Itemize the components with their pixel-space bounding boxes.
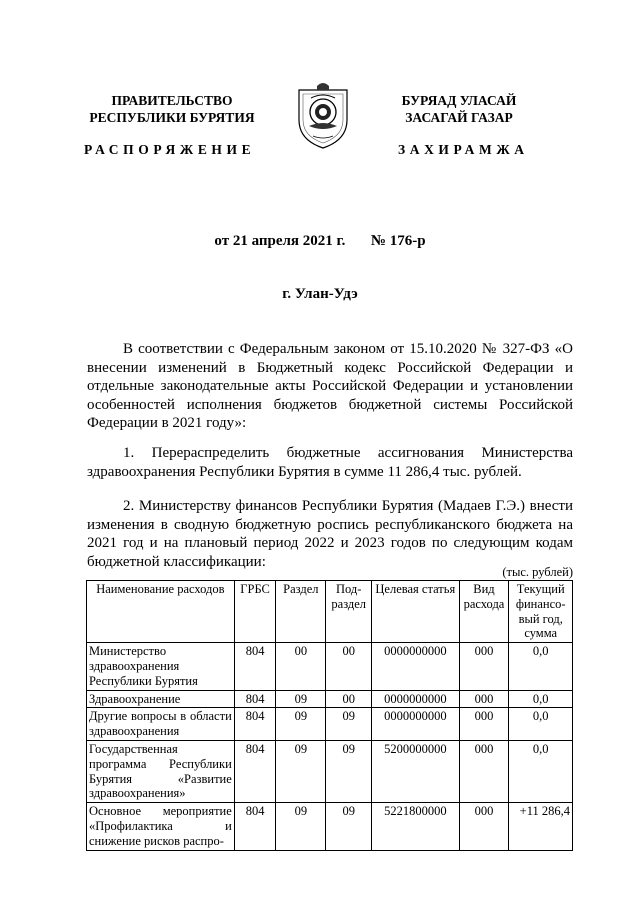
government-name-ru	[84, 92, 260, 126]
header-podrazdel: Под-раздел	[326, 581, 372, 643]
table-row	[87, 708, 573, 741]
table-row	[87, 643, 573, 690]
table-row	[87, 803, 573, 850]
row-name: Государственная программа Республики Бурятия «Развитие здравоохранения»	[87, 740, 235, 802]
row-podrazdel: 00	[326, 690, 372, 708]
row-razdel: 00	[276, 643, 326, 690]
row-name: Министерство здравоохранения Республики Бурятия	[87, 643, 235, 690]
row-article: 0000000000	[372, 708, 459, 741]
document-type-bua: ЗАХИРАМЖА	[398, 142, 529, 157]
row-sum: 0,0	[509, 708, 573, 741]
row-article: 5200000000	[372, 740, 459, 802]
item1-paragraph	[87, 444, 573, 481]
row-podrazdel: 00	[326, 643, 372, 690]
row-razdel: 09	[276, 803, 326, 850]
row-name: Здравоохранение	[87, 690, 235, 708]
table-row	[87, 740, 573, 802]
government-name-ru-line2: РЕСПУБЛИКИ БУРЯТИЯ	[89, 110, 255, 125]
row-name: Другие вопросы в области здравоохранения	[87, 708, 235, 741]
row-sum: 0,0	[509, 740, 573, 802]
row-razdel: 09	[276, 708, 326, 741]
government-name-bua-line1: БУРЯАД УЛАСАЙ	[401, 93, 517, 108]
row-vid: 000	[459, 740, 509, 802]
government-name-bua-line2: ЗАСАГАЙ ГАЗАР	[405, 110, 513, 125]
row-name: Основное мероприятие «Профилактика и снижение рисков распро-	[87, 803, 235, 850]
item2-paragraph	[87, 497, 573, 571]
row-sum: 0,0	[509, 690, 573, 708]
document-number: № 176-р	[370, 233, 426, 249]
intro-paragraph	[87, 340, 573, 433]
header-sum: Текущий финансо-вый год, сумма	[509, 581, 573, 643]
government-name-bua	[383, 92, 535, 126]
row-vid: 000	[459, 690, 509, 708]
intro-text: В соответствии с Федеральным законом от 15.10.2020 № 327-ФЗ «О внесении изменений в Бюджетный кодекс Российской Федерации и отдельные законодательные акты Российской Федерации и установлении особенностей исполнения бюджетов бюджетной системы Российской Федерации в 2021 году»:	[87, 341, 573, 432]
row-grbs: 804	[234, 803, 276, 850]
row-article: 0000000000	[372, 690, 459, 708]
row-vid: 000	[459, 708, 509, 741]
item1-text: 1. Перераспределить бюджетные ассигнования Министерства здравоохранения Республики Бурятия в сумме 11 286,4 тыс. рублей.	[87, 445, 573, 480]
row-podrazdel: 09	[326, 708, 372, 741]
document-type-ru: РАСПОРЯЖЕНИЕ	[84, 142, 256, 157]
row-vid: 000	[459, 643, 509, 690]
document-date: от 21 апреля 2021 г.	[214, 233, 346, 249]
header-grbs: ГРБС	[234, 581, 276, 643]
row-podrazdel: 09	[326, 803, 372, 850]
table-header-row	[87, 581, 573, 643]
row-razdel: 09	[276, 690, 326, 708]
header-name: Наименование расходов	[87, 581, 235, 643]
row-article: 0000000000	[372, 643, 459, 690]
header-article: Целевая статья	[372, 581, 459, 643]
coat-of-arms-icon	[295, 80, 351, 150]
item2-text: 2. Министерству финансов Республики Бурятия (Мадаев Г.Э.) внести изменения в сводную бюджетную роспись республиканского бюджета на 2021 год и на плановый период 2022 и 2023 годов по следующим кодам бюджетной классификации:	[87, 498, 573, 570]
row-grbs: 804	[234, 708, 276, 741]
row-sum: 0,0	[509, 643, 573, 690]
row-grbs: 804	[234, 690, 276, 708]
row-vid: 000	[459, 803, 509, 850]
unit-note: (тыс. рублей)	[502, 565, 573, 579]
row-razdel: 09	[276, 740, 326, 802]
row-grbs: 804	[234, 740, 276, 802]
row-article: 5221800000	[372, 803, 459, 850]
document-city: г. Улан-Удэ	[282, 286, 358, 302]
document-date-number	[0, 233, 640, 250]
header-vid: Вид расхода	[459, 581, 509, 643]
header-razdel: Раздел	[276, 581, 326, 643]
government-name-ru-line1: ПРАВИТЕЛЬСТВО	[111, 93, 233, 108]
row-podrazdel: 09	[326, 740, 372, 802]
budget-table	[86, 580, 573, 851]
table-row	[87, 690, 573, 708]
row-sum: +11 286,4	[509, 803, 573, 850]
row-grbs: 804	[234, 643, 276, 690]
